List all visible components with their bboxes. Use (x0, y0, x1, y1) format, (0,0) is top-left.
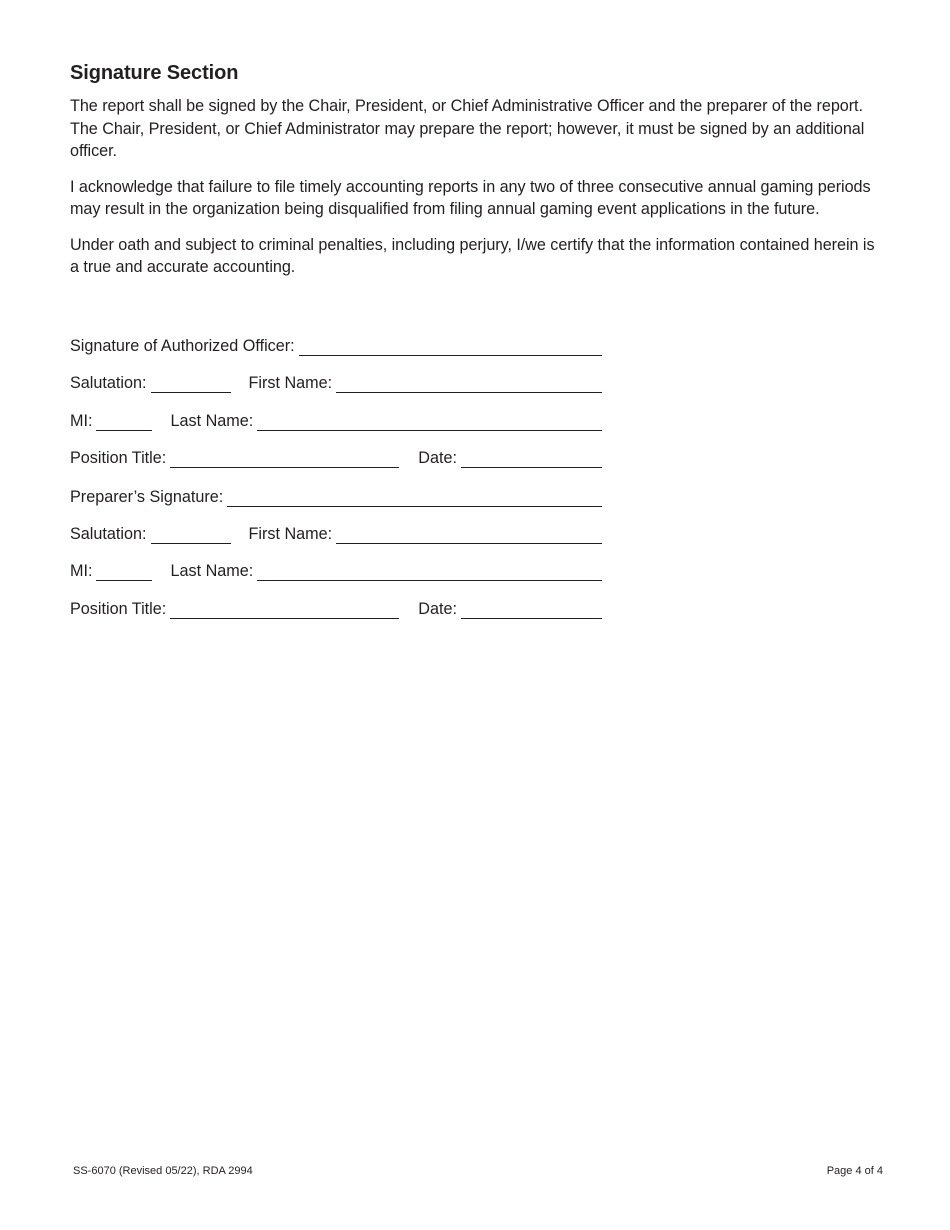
preparer-first-name-label: First Name: (248, 525, 333, 544)
preparer-date-field[interactable] (461, 600, 602, 619)
officer-signature-row (70, 332, 602, 356)
preparer-date-label: Date: (418, 599, 457, 618)
officer-signature-field[interactable] (299, 337, 602, 356)
officer-last-name-row (70, 407, 602, 431)
preparer-last-name-field[interactable] (257, 562, 602, 581)
officer-first-name-field[interactable] (336, 374, 602, 393)
preparer-position-label: Position Title: (70, 599, 167, 618)
preparer-salutation-label: Salutation: (70, 525, 147, 544)
officer-last-name-field[interactable] (257, 412, 602, 431)
instruction-paragraph: The report shall be signed by the Chair, President, or Chief Administrative Officer and the preparer of the report. The Chair, President, or Chief Administrator may prepare the report; however, it must be signed by an additional officer. (70, 97, 865, 160)
officer-date-field[interactable] (461, 449, 602, 468)
preparer-mi-label: MI: (70, 562, 93, 581)
preparer-salutation-field[interactable] (151, 525, 231, 544)
preparer-signature-row (70, 483, 602, 507)
form-id: SS-6070 (Revised 05/22), RDA 2994 (73, 1165, 253, 1177)
officer-position-label: Position Title: (70, 448, 167, 467)
preparer-signature-label: Preparer’s Signature: (70, 487, 224, 506)
preparer-last-name-row (70, 557, 602, 581)
officer-date-label: Date: (418, 448, 457, 467)
officer-signature-label: Signature of Authorized Officer: (70, 337, 295, 355)
preparer-position-row (70, 595, 602, 619)
officer-last-name-label: Last Name: (170, 411, 254, 430)
oath-paragraph: Under oath and subject to criminal penalties, including perjury, I/we certify that the information contained herein is a true and accurate accounting. (70, 235, 875, 276)
signature-section (70, 62, 882, 292)
officer-position-row (70, 444, 602, 468)
preparer-first-name-field[interactable] (336, 525, 602, 544)
preparer-last-name-label: Last Name: (170, 562, 254, 581)
preparer-name-row (70, 520, 602, 544)
preparer-signature-field[interactable] (227, 488, 602, 507)
signature-form (70, 332, 602, 632)
officer-name-row (70, 369, 602, 393)
officer-salutation-label: Salutation: (70, 374, 147, 393)
officer-position-field[interactable] (170, 449, 399, 468)
officer-salutation-field[interactable] (151, 374, 231, 393)
preparer-mi-field[interactable] (96, 562, 152, 581)
officer-mi-field[interactable] (96, 412, 152, 431)
officer-mi-label: MI: (70, 411, 93, 430)
page-number: Page 4 of 4 (826, 1165, 883, 1177)
preparer-position-field[interactable] (170, 600, 399, 619)
section-heading: Signature Section (70, 62, 239, 84)
officer-first-name-label: First Name: (248, 374, 333, 393)
acknowledgement-paragraph: I acknowledge that failure to file timely accounting reports in any two of three consecutive annual gaming periods may result in the organization being disqualified from filing annual gaming event applications in the future. (70, 177, 871, 218)
